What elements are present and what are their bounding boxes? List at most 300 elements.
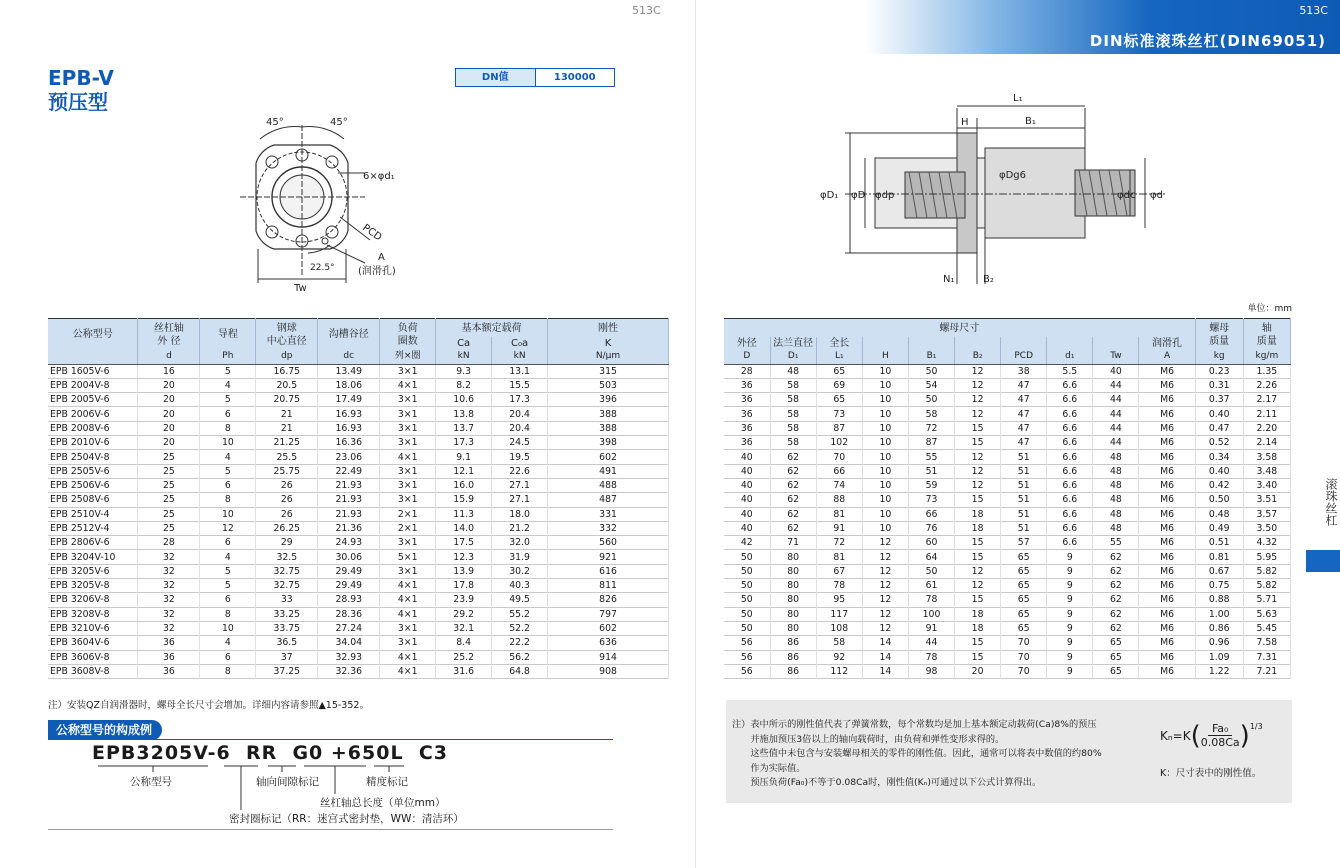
- table-cell: 5.71: [1243, 593, 1290, 607]
- table-cell: 51: [908, 464, 954, 478]
- table-cell: 50: [908, 564, 954, 578]
- table-cell: 36: [138, 664, 200, 678]
- table-cell: 28.36: [318, 607, 380, 621]
- table-cell: 3.40: [1243, 478, 1290, 492]
- col-load-rating: 基本额定载荷: [436, 319, 548, 338]
- table-cell: M6: [1139, 464, 1195, 478]
- table-cell: 25.5: [256, 450, 318, 464]
- table-cell: 22.49: [318, 464, 380, 478]
- header-banner: [865, 0, 1340, 54]
- table-cell: 15: [955, 650, 1001, 664]
- table-cell: 15: [955, 436, 1001, 450]
- side-tab-marker: [1306, 550, 1340, 572]
- table-cell: 37.25: [256, 664, 318, 678]
- dg6-label: φDg6: [999, 170, 1027, 181]
- table-cell: 7.58: [1243, 636, 1290, 650]
- table-cell: 47: [1001, 407, 1047, 421]
- table-cell: 826: [548, 593, 669, 607]
- example-model: EPB3205V-6: [92, 742, 231, 764]
- note-line: 这些值中未包含与安装螺母相关的零件的刚性值。因此，通常可以将表中数值的约80%: [732, 748, 1102, 759]
- table-cell: 64: [908, 550, 954, 564]
- table-cell: 62: [1093, 550, 1139, 564]
- table-cell: 4×1: [380, 607, 436, 621]
- table-row: [48, 393, 669, 407]
- table-cell: EPB 3210V-6: [48, 621, 138, 635]
- table-cell: 29.49: [318, 564, 380, 578]
- table-cell: EPB 3205V-8: [48, 579, 138, 593]
- table-cell: 0.34: [1195, 450, 1243, 464]
- table-cell: 72: [908, 421, 954, 435]
- table-row: [724, 493, 1291, 507]
- table-cell: 2.20: [1243, 421, 1290, 435]
- table-cell: 50: [908, 364, 954, 378]
- table-cell: 5: [200, 564, 256, 578]
- h-label: H: [961, 117, 969, 128]
- table-cell: 40: [1093, 364, 1139, 378]
- table-cell: 65: [1093, 664, 1139, 678]
- table-cell: 25: [138, 493, 200, 507]
- table-cell: 12: [862, 564, 908, 578]
- table-cell: 56: [724, 650, 770, 664]
- table-cell: 65: [1093, 636, 1139, 650]
- table-cell: 32: [138, 621, 200, 635]
- table-cell: 36: [724, 407, 770, 421]
- table-cell: M6: [1139, 521, 1195, 535]
- table-cell: 55.2: [492, 607, 548, 621]
- table-cell: 25: [138, 507, 200, 521]
- table-cell: 6.6: [1047, 436, 1093, 450]
- table-cell: 3.50: [1243, 521, 1290, 535]
- unit-turns: 列×圈: [380, 350, 436, 364]
- formula-numerator: Fa₀: [1208, 722, 1232, 736]
- col-rigidity: 刚性: [548, 319, 669, 338]
- table-cell: 56.2: [492, 650, 548, 664]
- table-cell: 65: [1001, 550, 1047, 564]
- table-cell: 28: [724, 364, 770, 378]
- table-cell: 12: [862, 621, 908, 635]
- unit-B1: B₁: [908, 350, 954, 364]
- table-cell: 44: [1093, 407, 1139, 421]
- table-row: [724, 536, 1291, 550]
- table-cell: 10: [862, 493, 908, 507]
- table-cell: 36: [138, 650, 200, 664]
- table-cell: 4.32: [1243, 536, 1290, 550]
- table-cell: 50: [724, 593, 770, 607]
- table-cell: 62: [770, 464, 816, 478]
- composition-title: 公称型号的构成例: [48, 720, 162, 740]
- table-cell: 27.24: [318, 621, 380, 635]
- table-cell: 6.6: [1047, 521, 1093, 535]
- table-cell: 81: [816, 550, 862, 564]
- table-cell: 27.1: [492, 493, 548, 507]
- table-cell: 51: [1001, 493, 1047, 507]
- unit-ca: kN: [436, 350, 492, 364]
- table-cell: 117: [816, 607, 862, 621]
- table-cell: 4: [200, 450, 256, 464]
- table-cell: 10: [862, 421, 908, 435]
- table-cell: 50: [724, 550, 770, 564]
- table-cell: 48: [1093, 450, 1139, 464]
- table-cell: 9: [1047, 664, 1093, 678]
- dc-label: φdc: [1117, 190, 1136, 201]
- table-cell: 10: [862, 478, 908, 492]
- table-cell: 12: [955, 478, 1001, 492]
- table-row: [48, 464, 669, 478]
- table-cell: 65: [1093, 650, 1139, 664]
- table-cell: 4×1: [380, 450, 436, 464]
- table-cell: EPB 2504V-8: [48, 450, 138, 464]
- table-cell: 0.48: [1195, 507, 1243, 521]
- table-cell: 18: [955, 621, 1001, 635]
- dn-label: DN值: [456, 69, 536, 86]
- table-cell: 70: [1001, 636, 1047, 650]
- table-cell: 6.6: [1047, 393, 1093, 407]
- note-line: 作为实际值。: [732, 762, 806, 774]
- table-row: [724, 621, 1291, 635]
- table-cell: M6: [1139, 493, 1195, 507]
- table-cell: 12: [862, 593, 908, 607]
- table-cell: 3×1: [380, 393, 436, 407]
- col-shaft-od: 丝杠轴 外 径: [138, 319, 200, 351]
- table-cell: 6: [200, 407, 256, 421]
- table-cell: 33.25: [256, 607, 318, 621]
- table-row: [48, 607, 669, 621]
- table-cell: M6: [1139, 621, 1195, 635]
- table-cell: 10: [862, 436, 908, 450]
- table-cell: 71: [770, 536, 816, 550]
- table-cell: M6: [1139, 378, 1195, 392]
- table-cell: 0.52: [1195, 436, 1243, 450]
- table-cell: 62: [770, 521, 816, 535]
- table-cell: 40: [724, 521, 770, 535]
- col-ca: Ca: [436, 337, 492, 350]
- table-cell: M6: [1139, 407, 1195, 421]
- table-cell: 5.82: [1243, 564, 1290, 578]
- table-cell: 22.6: [492, 464, 548, 478]
- table-cell: 9: [1047, 593, 1093, 607]
- table-cell: 48: [1093, 478, 1139, 492]
- table-cell: 22.2: [492, 636, 548, 650]
- table-row: [48, 650, 669, 664]
- table-cell: 66: [908, 507, 954, 521]
- lube-hole-label: (润滑孔): [358, 266, 396, 277]
- table-cell: 9: [1047, 550, 1093, 564]
- label-clearance: 轴向间隙标记: [256, 776, 319, 788]
- col-root: 沟槽谷径: [318, 319, 380, 351]
- col-od: 外径: [724, 337, 770, 350]
- table-cell: 388: [548, 407, 669, 421]
- table-cell: 0.96: [1195, 636, 1243, 650]
- table-cell: 32.75: [256, 564, 318, 578]
- table-cell: 30.2: [492, 564, 548, 578]
- table-cell: EPB 2512V-4: [48, 521, 138, 535]
- table-cell: 25: [138, 464, 200, 478]
- unit-Tw: Tw: [1093, 350, 1139, 364]
- table-cell: 37: [256, 650, 318, 664]
- example-length: +650L: [330, 742, 404, 764]
- table-cell: 72: [816, 536, 862, 550]
- table-cell: 24.93: [318, 536, 380, 550]
- table-cell: M6: [1139, 436, 1195, 450]
- table-cell: 3×1: [380, 493, 436, 507]
- table-cell: EPB 2806V-6: [48, 536, 138, 550]
- angle-label-1: 45°: [266, 117, 284, 128]
- table-cell: 56: [724, 664, 770, 678]
- table-row: [724, 521, 1291, 535]
- table-cell: 29.49: [318, 579, 380, 593]
- table-cell: 2.14: [1243, 436, 1290, 450]
- table-cell: EPB 1605V-6: [48, 364, 138, 378]
- table-cell: 51: [1001, 507, 1047, 521]
- table-cell: 59: [908, 478, 954, 492]
- table-cell: 86: [770, 650, 816, 664]
- table-cell: 102: [816, 436, 862, 450]
- table-row: [48, 478, 669, 492]
- col-model: 公称型号: [48, 319, 138, 351]
- label-model: 公称型号: [130, 776, 172, 788]
- table-cell: 58: [908, 407, 954, 421]
- table-cell: 1.00: [1195, 607, 1243, 621]
- table-cell: 78: [908, 593, 954, 607]
- table-row: [724, 664, 1291, 678]
- table-row: [724, 407, 1291, 421]
- note-line: 并施加预压3倍以上的轴向载荷时，由负荷和弹性变形求得的。: [732, 733, 1005, 745]
- table-cell: 32.0: [492, 536, 548, 550]
- table-cell: 64.8: [492, 664, 548, 678]
- table-cell: 12: [955, 407, 1001, 421]
- table-cell: 36: [138, 636, 200, 650]
- table-cell: 4: [200, 636, 256, 650]
- table-cell: 9: [1047, 607, 1093, 621]
- table-cell: 32: [138, 607, 200, 621]
- table-cell: 26: [256, 493, 318, 507]
- table-cell: 16.75: [256, 364, 318, 378]
- table-cell: 60: [908, 536, 954, 550]
- table-row: [724, 636, 1291, 650]
- table-cell: 80: [770, 550, 816, 564]
- table-cell: 58: [816, 636, 862, 650]
- table-cell: 0.40: [1195, 407, 1243, 421]
- table-row: [724, 364, 1291, 378]
- table-cell: 13.49: [318, 364, 380, 378]
- table-cell: 33: [256, 593, 318, 607]
- table-cell: 55: [1093, 536, 1139, 550]
- table-cell: 4: [200, 378, 256, 392]
- composition-rule: [48, 739, 613, 740]
- table-cell: 26: [256, 478, 318, 492]
- model-type: 预压型: [48, 90, 108, 114]
- table-cell: 3×1: [380, 407, 436, 421]
- table-cell: 48: [1093, 493, 1139, 507]
- table-cell: 16.93: [318, 421, 380, 435]
- table-cell: 3×1: [380, 436, 436, 450]
- table-cell: 15.9: [436, 493, 492, 507]
- table-cell: 1.22: [1195, 664, 1243, 678]
- table-row: [48, 493, 669, 507]
- table-cell: 48: [770, 364, 816, 378]
- table-cell: 44: [1093, 378, 1139, 392]
- table-cell: 0.42: [1195, 478, 1243, 492]
- table-cell: 78: [908, 650, 954, 664]
- table-cell: 5: [200, 393, 256, 407]
- unit-dc: dc: [318, 350, 380, 364]
- table-cell: 7.31: [1243, 650, 1290, 664]
- table-cell: EPB 2004V-8: [48, 378, 138, 392]
- table-cell: 91: [908, 621, 954, 635]
- table-row: [48, 378, 669, 392]
- table-cell: 61: [908, 579, 954, 593]
- table-row: [724, 564, 1291, 578]
- unit-c0a: kN: [492, 350, 548, 364]
- table-cell: 3×1: [380, 364, 436, 378]
- table-cell: 6.6: [1047, 507, 1093, 521]
- unit-d: d: [138, 350, 200, 364]
- table-cell: M6: [1139, 507, 1195, 521]
- table-cell: 602: [548, 450, 669, 464]
- table-cell: 47: [1001, 378, 1047, 392]
- table-cell: M6: [1139, 450, 1195, 464]
- table-cell: 49.5: [492, 593, 548, 607]
- table-row: [48, 407, 669, 421]
- table-cell: 8: [200, 664, 256, 678]
- table-cell: 33.75: [256, 621, 318, 635]
- table-cell: 5: [200, 464, 256, 478]
- table-cell: 17.3: [436, 436, 492, 450]
- d-outer-label: φD: [851, 190, 866, 201]
- table-cell: 88: [816, 493, 862, 507]
- table-cell: 40.3: [492, 579, 548, 593]
- col-nut-mass: 螺母 质量: [1195, 319, 1243, 351]
- table-cell: 78: [816, 579, 862, 593]
- table-row: [48, 636, 669, 650]
- table-cell: 1.09: [1195, 650, 1243, 664]
- table-cell: 10: [862, 450, 908, 464]
- table-row: [48, 507, 669, 521]
- table-cell: 12: [200, 521, 256, 535]
- table-cell: 20.5: [256, 378, 318, 392]
- table-cell: 65: [1001, 607, 1047, 621]
- table-cell: 51: [1001, 521, 1047, 535]
- table-cell: 5: [200, 579, 256, 593]
- col-length: 全长: [816, 337, 862, 350]
- table-cell: 58: [770, 421, 816, 435]
- unit-ph: Ph: [200, 350, 256, 364]
- table-cell: M6: [1139, 478, 1195, 492]
- table-row: [724, 607, 1291, 621]
- table-cell: 69: [816, 378, 862, 392]
- table-cell: 112: [816, 664, 862, 678]
- table-cell: 6: [200, 650, 256, 664]
- table-cell: 5.95: [1243, 550, 1290, 564]
- table-cell: 6.6: [1047, 493, 1093, 507]
- table-cell: 55: [908, 450, 954, 464]
- table-cell: 80: [770, 564, 816, 578]
- table-row: [724, 550, 1291, 564]
- table-cell: 10.6: [436, 393, 492, 407]
- table-cell: 36: [724, 378, 770, 392]
- table-cell: 332: [548, 521, 669, 535]
- table-cell: 98: [908, 664, 954, 678]
- holes-label: 6×φd₁: [363, 171, 395, 182]
- table-cell: 20.4: [492, 407, 548, 421]
- table-cell: 14: [862, 664, 908, 678]
- table-cell: 6: [200, 593, 256, 607]
- table-cell: 65: [1001, 593, 1047, 607]
- table-cell: EPB 2008V-6: [48, 421, 138, 435]
- table-cell: 5.5: [1047, 364, 1093, 378]
- table-cell: 65: [1001, 579, 1047, 593]
- unit-dp: dp: [256, 350, 318, 364]
- table-cell: 3.57: [1243, 507, 1290, 521]
- table-cell: 62: [1093, 593, 1139, 607]
- table-cell: 4×1: [380, 650, 436, 664]
- table-cell: 15: [955, 493, 1001, 507]
- table-cell: 62: [1093, 579, 1139, 593]
- table-cell: 21: [256, 421, 318, 435]
- table-cell: 80: [770, 579, 816, 593]
- table-cell: 17.3: [492, 393, 548, 407]
- table-cell: 10: [862, 521, 908, 535]
- table-cell: 87: [816, 421, 862, 435]
- table-cell: 57: [1001, 536, 1047, 550]
- table-cell: 3×1: [380, 536, 436, 550]
- table-cell: 797: [548, 607, 669, 621]
- table-cell: EPB 3205V-6: [48, 564, 138, 578]
- table-cell: 396: [548, 393, 669, 407]
- table-cell: 70: [1001, 650, 1047, 664]
- dn-value-box: [455, 68, 615, 87]
- table-cell: 100: [908, 607, 954, 621]
- table-cell: M6: [1139, 421, 1195, 435]
- table-cell: 13.9: [436, 564, 492, 578]
- unit-H: H: [862, 350, 908, 364]
- table-cell: 65: [1001, 621, 1047, 635]
- table-cell: 560: [548, 536, 669, 550]
- table-cell: EPB 2006V-6: [48, 407, 138, 421]
- table-cell: 921: [548, 550, 669, 564]
- table-cell: 19.5: [492, 450, 548, 464]
- table-cell: 38: [1001, 364, 1047, 378]
- table-cell: 36: [724, 421, 770, 435]
- label-length: 丝杠轴总长度（单位mm）: [320, 797, 446, 809]
- table-cell: 6.6: [1047, 478, 1093, 492]
- table-cell: 80: [770, 607, 816, 621]
- table-row: [724, 378, 1291, 392]
- table-cell: 8: [200, 607, 256, 621]
- table-cell: 6: [200, 536, 256, 550]
- dp-label: φdp: [875, 190, 895, 201]
- table-cell: 32.5: [256, 550, 318, 564]
- table-cell: 12: [862, 579, 908, 593]
- table-cell: 73: [908, 493, 954, 507]
- table-cell: 10: [862, 507, 908, 521]
- table-cell: 0.81: [1195, 550, 1243, 564]
- table-cell: 12: [955, 378, 1001, 392]
- table-cell: 62: [770, 450, 816, 464]
- note-line: 注）表中所示的刚性值代表了弹簧常数，每个常数均是加上基本额定动载荷(Ca)8%的预压: [732, 719, 1097, 730]
- table-cell: 21: [256, 407, 318, 421]
- table-cell: 20: [138, 421, 200, 435]
- table-cell: 6.6: [1047, 407, 1093, 421]
- table-row: [48, 521, 669, 535]
- table-cell: 3×1: [380, 478, 436, 492]
- table-cell: 9.3: [436, 364, 492, 378]
- table-cell: 18.0: [492, 507, 548, 521]
- table-cell: 6.6: [1047, 421, 1093, 435]
- table-cell: 0.49: [1195, 521, 1243, 535]
- col-c0a: C₀a: [492, 337, 548, 350]
- unit-D1: D₁: [770, 350, 816, 364]
